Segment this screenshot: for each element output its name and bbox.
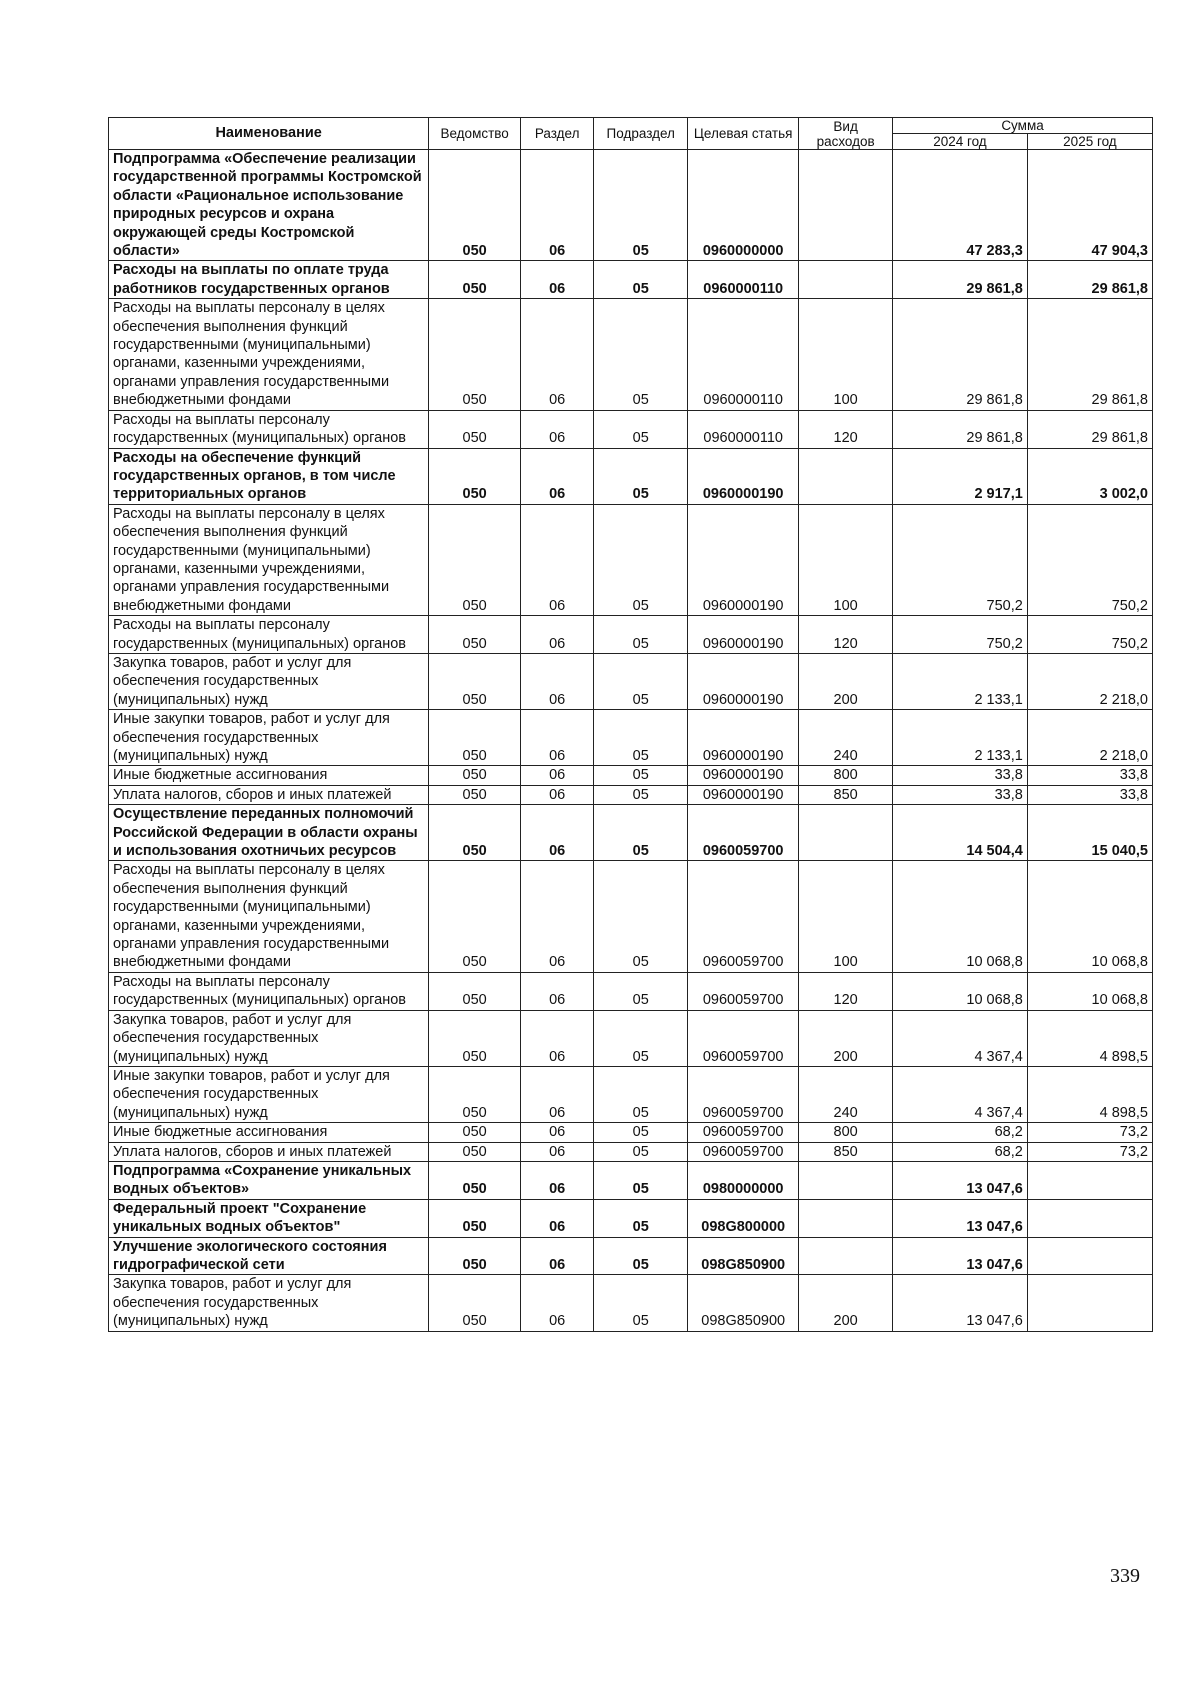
row-sum-2025: 29 861,8 [1027, 410, 1152, 448]
row-section: 06 [520, 261, 593, 299]
row-target: 0960059700 [688, 805, 799, 861]
row-sum-2025 [1027, 1161, 1152, 1199]
row-target: 0960059700 [688, 1142, 799, 1161]
row-name: Закупка товаров, работ и услуг для обеспечения государственных (муниципальных) нужд [109, 1010, 429, 1066]
table-row [109, 972, 1153, 1010]
table-row [109, 805, 1153, 861]
table-row [109, 299, 1153, 410]
row-target: 098G850900 [688, 1275, 799, 1331]
row-sum-2025: 3 002,0 [1027, 448, 1152, 504]
row-sum-2024: 2 917,1 [893, 448, 1028, 504]
header-expense-type: Вид расходов [799, 118, 893, 150]
header-subsection: Подраздел [594, 118, 688, 150]
row-section: 06 [520, 785, 593, 804]
row-name: Иные бюджетные ассигнования [109, 766, 429, 785]
header-year-2024: 2024 год [893, 134, 1028, 150]
row-subsection: 05 [594, 805, 688, 861]
row-target: 0960000190 [688, 448, 799, 504]
row-subsection: 05 [594, 299, 688, 410]
row-sum-2024: 68,2 [893, 1123, 1028, 1142]
row-subsection: 05 [594, 766, 688, 785]
row-department: 050 [429, 448, 521, 504]
header-target: Целевая статья [688, 118, 799, 150]
row-subsection: 05 [594, 972, 688, 1010]
row-subsection: 05 [594, 1010, 688, 1066]
row-target: 0960059700 [688, 972, 799, 1010]
row-name: Иные бюджетные ассигнования [109, 1123, 429, 1142]
table-row [109, 504, 1153, 615]
table-row [109, 1066, 1153, 1122]
row-name: Улучшение экологического состояния гидрографической сети [109, 1237, 429, 1275]
row-section: 06 [520, 504, 593, 615]
row-target: 0960000190 [688, 785, 799, 804]
row-expense-type [799, 1161, 893, 1199]
row-expense-type: 850 [799, 1142, 893, 1161]
row-target: 0960000110 [688, 261, 799, 299]
row-department: 050 [429, 766, 521, 785]
row-expense-type: 200 [799, 653, 893, 709]
row-sum-2024: 4 367,4 [893, 1066, 1028, 1122]
row-subsection: 05 [594, 1199, 688, 1237]
row-expense-type: 100 [799, 861, 893, 972]
row-expense-type: 100 [799, 299, 893, 410]
row-target: 0960000110 [688, 299, 799, 410]
row-sum-2025 [1027, 1199, 1152, 1237]
row-name: Закупка товаров, работ и услуг для обеспечения государственных (муниципальных) нужд [109, 1275, 429, 1331]
table-row [109, 1161, 1153, 1199]
row-subsection: 05 [594, 1123, 688, 1142]
row-sum-2025: 2 218,0 [1027, 710, 1152, 766]
row-subsection: 05 [594, 710, 688, 766]
row-name: Федеральный проект "Сохранение уникальных водных объектов" [109, 1199, 429, 1237]
table-row [109, 410, 1153, 448]
row-section: 06 [520, 1123, 593, 1142]
row-expense-type: 800 [799, 766, 893, 785]
row-name: Уплата налогов, сборов и иных платежей [109, 785, 429, 804]
row-target: 0960059700 [688, 1066, 799, 1122]
row-name: Уплата налогов, сборов и иных платежей [109, 1142, 429, 1161]
row-section: 06 [520, 150, 593, 261]
row-expense-type: 120 [799, 972, 893, 1010]
table-row [109, 150, 1153, 261]
row-department: 050 [429, 1199, 521, 1237]
row-sum-2024: 33,8 [893, 766, 1028, 785]
row-section: 06 [520, 1010, 593, 1066]
row-name: Расходы на выплаты персоналу в целях обеспечения выполнения функций государственными (муниципальными) органами, казенными учреждениями, органами управления государственными внебюджетными фондами [109, 861, 429, 972]
row-target: 0960000110 [688, 410, 799, 448]
row-subsection: 05 [594, 861, 688, 972]
row-department: 050 [429, 299, 521, 410]
row-expense-type [799, 805, 893, 861]
row-name: Подпрограмма «Обеспечение реализации государственной программы Костромской области «Рациональное использование природных ресурсов и охрана окружающей среды Костромской области» [109, 150, 429, 261]
row-sum-2024: 47 283,3 [893, 150, 1028, 261]
table-row [109, 653, 1153, 709]
row-department: 050 [429, 1237, 521, 1275]
row-target: 0960000190 [688, 710, 799, 766]
row-section: 06 [520, 1275, 593, 1331]
row-target: 0960000190 [688, 504, 799, 615]
row-name: Расходы на обеспечение функций государственных органов, в том числе территориальных органов [109, 448, 429, 504]
page-number: 339 [1110, 1565, 1140, 1587]
row-target: 0960059700 [688, 1010, 799, 1066]
row-section: 06 [520, 1066, 593, 1122]
row-department: 050 [429, 1275, 521, 1331]
row-target: 098G800000 [688, 1199, 799, 1237]
row-name: Иные закупки товаров, работ и услуг для обеспечения государственных (муниципальных) нужд [109, 1066, 429, 1122]
row-name: Осуществление переданных полномочий Российской Федерации в области охраны и использования охотничьих ресурсов [109, 805, 429, 861]
row-target: 0960000190 [688, 616, 799, 654]
row-name: Закупка товаров, работ и услуг для обеспечения государственных (муниципальных) нужд [109, 653, 429, 709]
row-subsection: 05 [594, 1142, 688, 1161]
header-department: Ведомство [429, 118, 521, 150]
row-sum-2024: 13 047,6 [893, 1275, 1028, 1331]
row-sum-2024: 750,2 [893, 504, 1028, 615]
row-target: 0980000000 [688, 1161, 799, 1199]
row-expense-type [799, 448, 893, 504]
row-department: 050 [429, 1066, 521, 1122]
row-sum-2024: 2 133,1 [893, 710, 1028, 766]
row-expense-type [799, 261, 893, 299]
row-sum-2025: 2 218,0 [1027, 653, 1152, 709]
row-expense-type: 100 [799, 504, 893, 615]
table-row [109, 785, 1153, 804]
row-department: 050 [429, 261, 521, 299]
row-expense-type: 240 [799, 1066, 893, 1122]
row-sum-2025: 29 861,8 [1027, 261, 1152, 299]
row-name: Иные закупки товаров, работ и услуг для обеспечения государственных (муниципальных) нужд [109, 710, 429, 766]
table-row [109, 766, 1153, 785]
row-department: 050 [429, 710, 521, 766]
row-target: 0960000000 [688, 150, 799, 261]
row-department: 050 [429, 972, 521, 1010]
table-row [109, 448, 1153, 504]
row-section: 06 [520, 410, 593, 448]
table-row [109, 1275, 1153, 1331]
row-section: 06 [520, 1161, 593, 1199]
row-name: Расходы на выплаты персоналу государственных (муниципальных) органов [109, 410, 429, 448]
row-sum-2024: 10 068,8 [893, 861, 1028, 972]
table-row [109, 1123, 1153, 1142]
row-sum-2025: 73,2 [1027, 1123, 1152, 1142]
table-row [109, 1199, 1153, 1237]
budget-table [108, 117, 1153, 1332]
row-section: 06 [520, 710, 593, 766]
row-section: 06 [520, 1237, 593, 1275]
row-department: 050 [429, 150, 521, 261]
row-sum-2024: 13 047,6 [893, 1161, 1028, 1199]
row-name: Подпрограмма «Сохранение уникальных водных объектов» [109, 1161, 429, 1199]
row-department: 050 [429, 616, 521, 654]
row-subsection: 05 [594, 785, 688, 804]
row-subsection: 05 [594, 504, 688, 615]
row-section: 06 [520, 1199, 593, 1237]
header-sum: Сумма [893, 118, 1153, 134]
row-sum-2025: 4 898,5 [1027, 1066, 1152, 1122]
row-sum-2025: 15 040,5 [1027, 805, 1152, 861]
row-target: 0960000190 [688, 766, 799, 785]
row-subsection: 05 [594, 653, 688, 709]
row-expense-type [799, 150, 893, 261]
row-sum-2025: 29 861,8 [1027, 299, 1152, 410]
row-expense-type: 800 [799, 1123, 893, 1142]
row-section: 06 [520, 861, 593, 972]
table-row [109, 1010, 1153, 1066]
row-sum-2025 [1027, 1275, 1152, 1331]
row-sum-2024: 10 068,8 [893, 972, 1028, 1010]
row-sum-2025: 10 068,8 [1027, 972, 1152, 1010]
row-subsection: 05 [594, 1066, 688, 1122]
row-subsection: 05 [594, 1161, 688, 1199]
row-name: Расходы на выплаты персоналу в целях обеспечения выполнения функций государственными (муниципальными) органами, казенными учреждениями, органами управления государственными внебюджетными фондами [109, 504, 429, 615]
row-name: Расходы на выплаты персоналу государственных (муниципальных) органов [109, 972, 429, 1010]
header-name: Наименование [109, 118, 429, 150]
table-body [109, 150, 1153, 1332]
row-expense-type [799, 1237, 893, 1275]
row-sum-2024: 14 504,4 [893, 805, 1028, 861]
row-expense-type: 200 [799, 1010, 893, 1066]
row-target: 0960059700 [688, 1123, 799, 1142]
row-subsection: 05 [594, 261, 688, 299]
row-section: 06 [520, 653, 593, 709]
row-department: 050 [429, 805, 521, 861]
row-expense-type: 850 [799, 785, 893, 804]
row-department: 050 [429, 504, 521, 615]
row-name: Расходы на выплаты по оплате труда работников государственных органов [109, 261, 429, 299]
row-sum-2025: 33,8 [1027, 766, 1152, 785]
header-section: Раздел [520, 118, 593, 150]
row-sum-2024: 4 367,4 [893, 1010, 1028, 1066]
row-section: 06 [520, 766, 593, 785]
row-section: 06 [520, 448, 593, 504]
row-sum-2025 [1027, 1237, 1152, 1275]
row-expense-type: 240 [799, 710, 893, 766]
row-sum-2025: 750,2 [1027, 616, 1152, 654]
row-subsection: 05 [594, 616, 688, 654]
row-sum-2024: 13 047,6 [893, 1199, 1028, 1237]
row-section: 06 [520, 972, 593, 1010]
row-sum-2024: 29 861,8 [893, 410, 1028, 448]
header-year-2025: 2025 год [1027, 134, 1152, 150]
row-department: 050 [429, 861, 521, 972]
table-row [109, 861, 1153, 972]
row-sum-2025: 47 904,3 [1027, 150, 1152, 261]
row-sum-2025: 73,2 [1027, 1142, 1152, 1161]
row-sum-2025: 10 068,8 [1027, 861, 1152, 972]
table-row [109, 616, 1153, 654]
row-department: 050 [429, 410, 521, 448]
row-sum-2024: 68,2 [893, 1142, 1028, 1161]
row-sum-2025: 33,8 [1027, 785, 1152, 804]
row-department: 050 [429, 1123, 521, 1142]
row-department: 050 [429, 1161, 521, 1199]
row-expense-type: 200 [799, 1275, 893, 1331]
row-subsection: 05 [594, 1275, 688, 1331]
row-name: Расходы на выплаты персоналу в целях обеспечения выполнения функций государственными (муниципальными) органами, казенными учреждениями, органами управления государственными внебюджетными фондами [109, 299, 429, 410]
row-department: 050 [429, 653, 521, 709]
row-subsection: 05 [594, 1237, 688, 1275]
row-expense-type [799, 1199, 893, 1237]
row-expense-type: 120 [799, 410, 893, 448]
row-section: 06 [520, 805, 593, 861]
row-subsection: 05 [594, 150, 688, 261]
row-target: 0960059700 [688, 861, 799, 972]
table-row [109, 1237, 1153, 1275]
row-sum-2024: 13 047,6 [893, 1237, 1028, 1275]
row-department: 050 [429, 1010, 521, 1066]
row-sum-2025: 4 898,5 [1027, 1010, 1152, 1066]
row-target: 098G850900 [688, 1237, 799, 1275]
table-row [109, 261, 1153, 299]
row-sum-2024: 750,2 [893, 616, 1028, 654]
row-section: 06 [520, 299, 593, 410]
row-subsection: 05 [594, 410, 688, 448]
table-row [109, 710, 1153, 766]
row-department: 050 [429, 1142, 521, 1161]
row-section: 06 [520, 1142, 593, 1161]
row-sum-2024: 29 861,8 [893, 261, 1028, 299]
row-target: 0960000190 [688, 653, 799, 709]
row-subsection: 05 [594, 448, 688, 504]
row-sum-2024: 2 133,1 [893, 653, 1028, 709]
row-department: 050 [429, 785, 521, 804]
row-expense-type: 120 [799, 616, 893, 654]
row-sum-2025: 750,2 [1027, 504, 1152, 615]
row-section: 06 [520, 616, 593, 654]
table-row [109, 1142, 1153, 1161]
row-sum-2024: 29 861,8 [893, 299, 1028, 410]
row-sum-2024: 33,8 [893, 785, 1028, 804]
row-name: Расходы на выплаты персоналу государственных (муниципальных) органов [109, 616, 429, 654]
